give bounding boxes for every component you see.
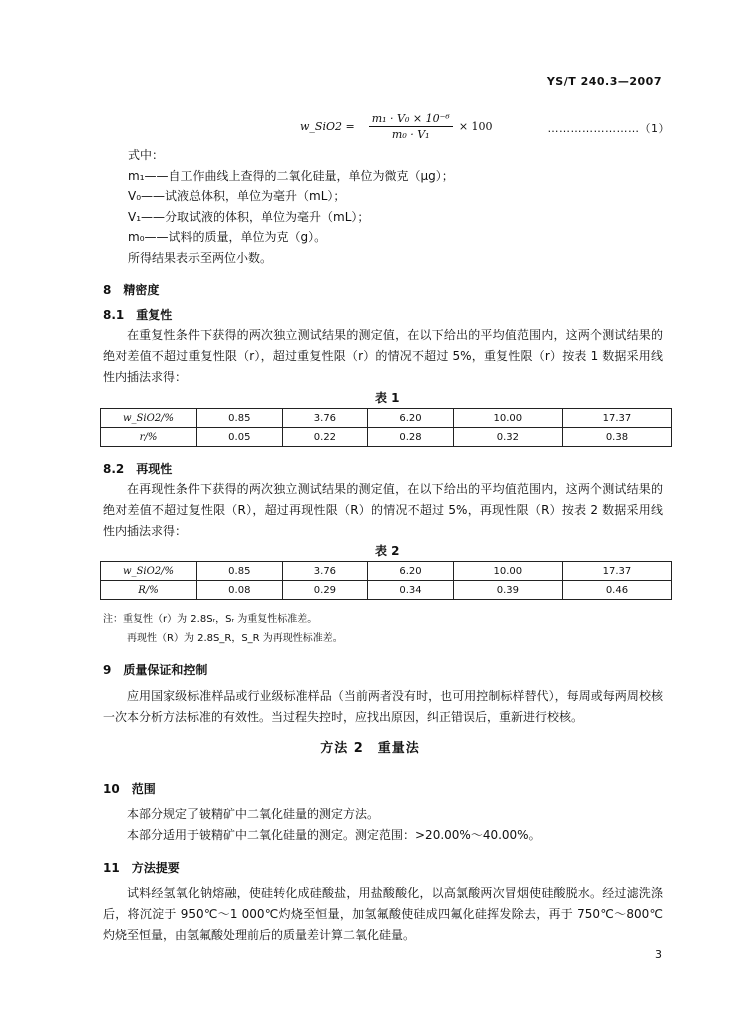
table-cell: 17.37 — [562, 409, 671, 428]
section-10-line: 本部分规定了铍精矿中二氧化硅量的测定方法。 — [127, 807, 380, 821]
table-note: 注：重复性（r）为 2.8Sᵣ，Sᵣ 为重复性标准差。 — [103, 614, 318, 625]
table-cell: 0.85 — [197, 409, 283, 428]
table-note: 再现性（R）为 2.8S_R，S_R 为再现性标准差。 — [127, 633, 343, 644]
section-11-text: 试料经氢氧化钠熔融，使硅转化成硅酸盐，用盐酸酸化，以高氯酸两次冒烟使硅酸脱水。经过滤洗涤后，将沉淀于 950℃～1 000℃灼烧至恒量，加氢氟酸使硅成四氟化硅挥发除去，再于 750℃～800℃灼烧至恒量，由氢氟酸处理前后的质量差计算二氧化硅量。 — [103, 886, 663, 942]
table-cell: 0.32 — [453, 428, 562, 447]
table-row — [101, 409, 672, 428]
result-precision: 所得结果表示至两位小数。 — [128, 251, 273, 265]
table-2-caption: 表 2 — [375, 544, 400, 558]
table-cell: 6.20 — [368, 562, 454, 581]
formula-denominator: m₀ · V₁ — [391, 128, 430, 141]
table-cell: 6.20 — [368, 409, 454, 428]
section-8-2-title: 8.2 再现性 — [103, 462, 173, 476]
table-row — [101, 581, 672, 600]
table-cell: 0.29 — [282, 581, 368, 600]
table-cell: w_SiO2/% — [101, 562, 197, 581]
section-11-title: 11 方法提要 — [103, 861, 180, 875]
table-cell: 3.76 — [282, 409, 368, 428]
section-8-1-title: 8.1 重复性 — [103, 308, 173, 322]
method-2-title: 方法 2 重量法 — [320, 741, 420, 756]
table-row — [101, 428, 672, 447]
section-9-text: 应用国家级标准样品或行业级标准样品（当前两者没有时，也可用控制标样替代），每周或每两周校核一次本分析方法标准的有效性。当过程失控时，应找出原因，纠正错误后，重新进行校核。 — [103, 689, 663, 724]
table-cell: 0.22 — [282, 428, 368, 447]
standard-number: YS/T 240.3—2007 — [546, 75, 662, 88]
section-8-title: 8 精密度 — [103, 283, 160, 297]
where-item: m₁——自工作曲线上查得的二氧化硅量，单位为微克（μg）； — [128, 169, 454, 183]
section-10-title: 10 范围 — [103, 782, 156, 796]
table-2 — [100, 561, 672, 600]
table-cell: 10.00 — [453, 562, 562, 581]
table-1 — [100, 408, 672, 447]
where-item: V₁——分取试液的体积，单位为毫升（mL）； — [128, 210, 370, 224]
where-item: V₀——试液总体积，单位为毫升（mL）； — [128, 189, 346, 203]
table-cell: 0.34 — [368, 581, 454, 600]
table-cell: 0.28 — [368, 428, 454, 447]
equation-number: ……………………（1） — [547, 122, 670, 135]
formula-numerator: m₁ · V₀ × 10⁻⁶ — [369, 112, 453, 127]
formula-lhs: w_SiO2 = — [300, 120, 355, 133]
formula-times: × 100 — [458, 120, 493, 133]
table-cell: 0.05 — [197, 428, 283, 447]
table-cell: 17.37 — [562, 562, 671, 581]
formula-fraction — [369, 112, 453, 141]
section-9-title: 9 质量保证和控制 — [103, 663, 208, 677]
table-cell: 0.08 — [197, 581, 283, 600]
table-cell: 0.85 — [197, 562, 283, 581]
section-8-1-text: 在重复性条件下获得的两次独立测试结果的测定值，在以下给出的平均值范围内，这两个测试结果的绝对差值不超过重复性限（r），超过重复性限（r）的情况不超过 5%，重复性限（r）按表 1 数据采用线性内插法求得： — [103, 328, 663, 384]
table-cell: 0.39 — [453, 581, 562, 600]
table-cell: 3.76 — [282, 562, 368, 581]
table-cell: 0.38 — [562, 428, 671, 447]
table-row — [101, 562, 672, 581]
table-cell: w_SiO2/% — [101, 409, 197, 428]
table-cell: R/% — [101, 581, 197, 600]
formula — [300, 112, 493, 141]
table-1-caption: 表 1 — [375, 391, 400, 405]
where-item: m₀——试料的质量，单位为克（g）。 — [128, 230, 327, 244]
where-intro: 式中： — [128, 148, 165, 162]
table-cell: 0.46 — [562, 581, 671, 600]
page-number: 3 — [655, 948, 662, 961]
section-10-line: 本部分适用于铍精矿中二氧化硅量的测定。测定范围：>20.00%～40.00%。 — [127, 828, 541, 842]
section-8-2-text: 在再现性条件下获得的两次独立测试结果的测定值，在以下给出的平均值范围内，这两个测试结果的绝对差值不超过复性限（R），超过再现性限（R）的情况不超过 5%，再现性限（R）按表 2 数据采用线性内插法求得： — [103, 482, 663, 538]
table-cell: r/% — [101, 428, 197, 447]
table-cell: 10.00 — [453, 409, 562, 428]
